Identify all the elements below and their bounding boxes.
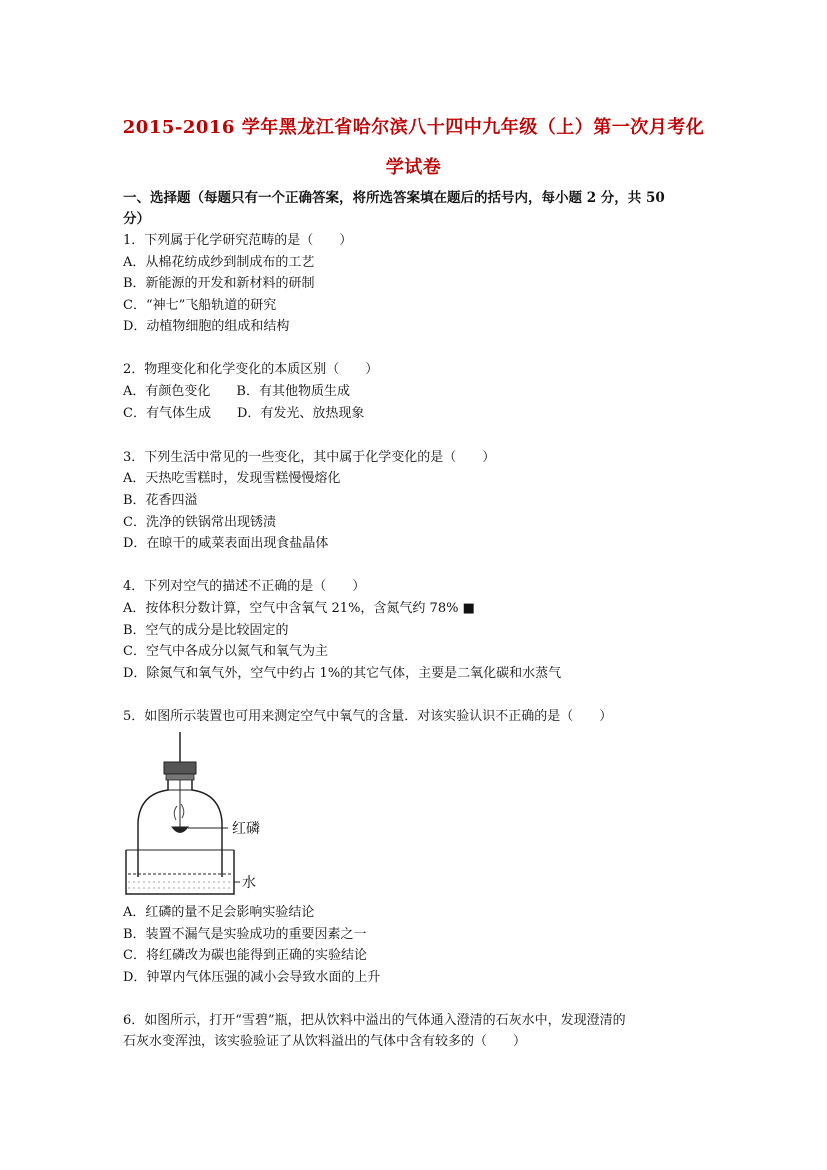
question-1-option-c: C．“神七”飞船轨道的研究 [123,298,277,313]
question-4-option-a: A．按体积分数计算，空气中含氧气 21%，含氮气约 78% ■ [123,601,475,616]
question-6-stem-line-1: 6．如图所示，打开“雪碧”瓶，把从饮料中溢出的气体通入澄清的石灰水中，发现澄清的 [123,1013,626,1028]
question-6-stem-line-2: 石灰水变浑浊，该实验验证了从饮料溢出的气体中含有较多的（ ） [123,1034,527,1049]
question-5-option-d: D．钟罩内气体压强的减小会导致水面的上升 [123,970,381,985]
bell-jar-apparatus-figure [120,732,280,897]
question-2-options-ab: A．有颜色变化 B．有其他物质生成 [123,384,350,399]
question-4-option-d: D．除氮气和氧气外，空气中约占 1%的其它气体，主要是二氧化碳和水蒸气 [123,666,562,681]
question-1-option-b: B．新能源的开发和新材料的研制 [123,276,315,291]
question-3-option-b: B．花香四溢 [123,493,198,508]
section-heading-line-2: 分） [123,211,150,227]
section-heading-line-1: 一、选择题（每题只有一个正确答案，将所选答案填在题后的括号内，每小题 2 分，共 50 [123,190,665,206]
bell-jar-apparatus-diagram [120,732,280,897]
question-3-option-d: D．在晾干的咸菜表面出现食盐晶体 [123,536,329,551]
question-5-option-b: B．装置不漏气是实验成功的重要因素之一 [123,927,367,942]
question-3-stem: 3．下列生活中常见的一些变化，其中属于化学变化的是（ ） [123,450,496,465]
document-title-line-2: 学试卷 [385,157,442,178]
question-5-stem: 5．如图所示装置也可用来测定空气中氧气的含量．对该实验认识不正确的是（ ） [123,709,613,724]
figure-label-water: 水 [242,875,256,891]
question-1-stem: 1．下列属于化学研究范畴的是（ ） [123,233,353,248]
question-4-option-c: C．空气中各成分以氮气和氧气为主 [123,644,328,659]
question-3-option-c: C．洗净的铁锅常出现锈渍 [123,515,276,530]
question-5-option-c: C．将红磷改为碳也能得到正确的实验结论 [123,948,367,963]
figure-label-red-phosphorus: 红磷 [232,821,260,837]
question-4-option-b: B．空气的成分是比较固定的 [123,623,289,638]
question-1-option-d: D．动植物细胞的组成和结构 [123,319,290,334]
document-title-line-1: 2015-2016 学年黑龙江省哈尔滨八十四中九年级（上）第一次月考化 [122,117,705,138]
question-1-option-a: A．从棉花纺成纱到制成布的工艺 [123,255,315,270]
question-3-option-a: A．天热吃雪糕时，发现雪糕慢慢熔化 [123,471,341,486]
question-2-options-cd: C．有气体生成 D．有发光、放热现象 [123,406,365,421]
question-2-stem: 2．物理变化和化学变化的本质区别（ ） [123,362,379,377]
question-4-stem: 4．下列对空气的描述不正确的是（ ） [123,579,366,594]
question-5-option-a: A．红磷的量不足会影响实验结论 [123,905,315,920]
